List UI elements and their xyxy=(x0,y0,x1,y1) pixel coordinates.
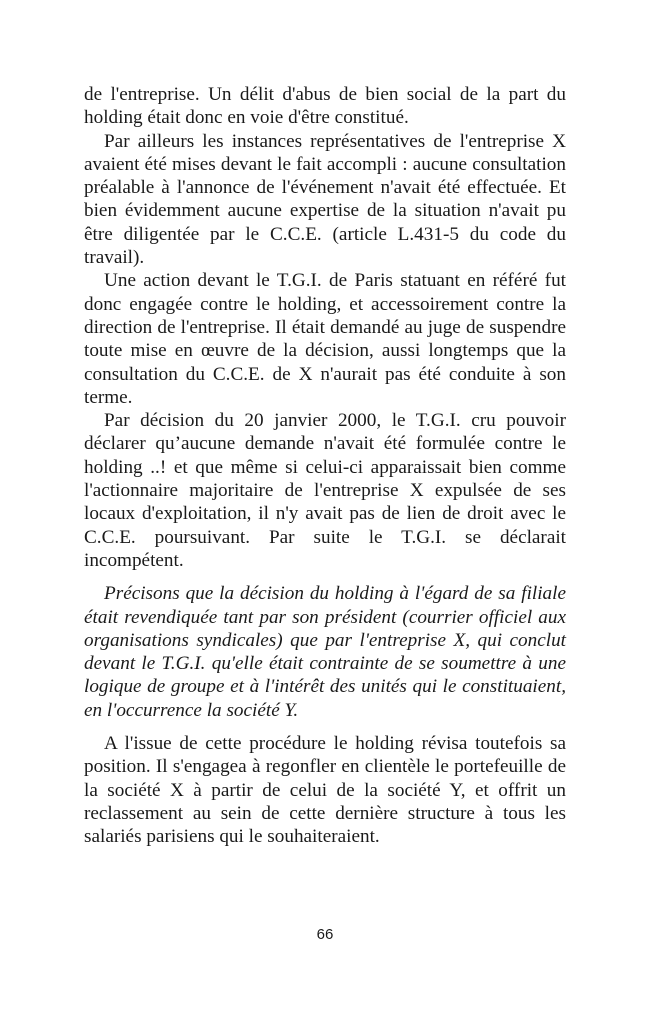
paragraph-6: A l'issue de cette procédure le holding révisa toutefois sa position. Il s'engagea à regonfler en clientèle le portefeuille de la société X à partir de celui de la société Y, et offrit un reclassement au sein de cette dernière structure à tous les salariés parisiens qui le souhaiteraient. xyxy=(84,733,566,848)
paragraph-4: Par décision du 20 janvier 2000, le T.G.I. cru pouvoir déclarer qu’aucune demande n'avait été formulée contre le holding ..! et que même si celui-ci apparaissait bien comme l'actionnaire majoritaire de l'entreprise X expulsée de ses locaux d'exploitation, il n'y avait pas de lien de droit avec le C.C.E. poursuivant. Par suite le T.G.I. se déclarait incompétent. xyxy=(84,410,566,571)
paragraph-2: Par ailleurs les instances représentatives de l'entreprise X avaient été mises devant le fait accompli : aucune consultation préalable à l'annonce de l'événement n'avait été effectuée. Et bien évidemment aucune expertise de la situation n'avait pu être diligentée par le C.C.E. (article L.431-5 du code du travail). xyxy=(84,130,566,269)
paragraph-3: Une action devant le T.G.I. de Paris statuant en référé fut donc engagée contre le holding, et accessoirement contre la direction de l'entreprise. Il était demandé au juge de suspendre toute mise en œuvre de la décision, aussi longtemps que la consultation du C.C.E. de X n'aurait pas été conduite à son terme. xyxy=(84,270,566,408)
page-number: 66 xyxy=(316,926,334,943)
document-body xyxy=(84,83,566,849)
paragraph-1: de l'entreprise. Un délit d'abus de bien social de la part du holding était donc en voie d'être constitué. xyxy=(84,84,566,129)
paragraph-5-italic: Précisons que la décision du holding à l'égard de sa filiale était revendiquée tant par son président (courrier officiel aux organisations syndicales) que par l'entreprise X, qui conclut devant le T.G.I. qu'elle était contrainte de se soumettre à une logique de groupe et à l'intérêt des unités qui le constituaient, en l'occurrence la société Y. xyxy=(84,583,566,721)
